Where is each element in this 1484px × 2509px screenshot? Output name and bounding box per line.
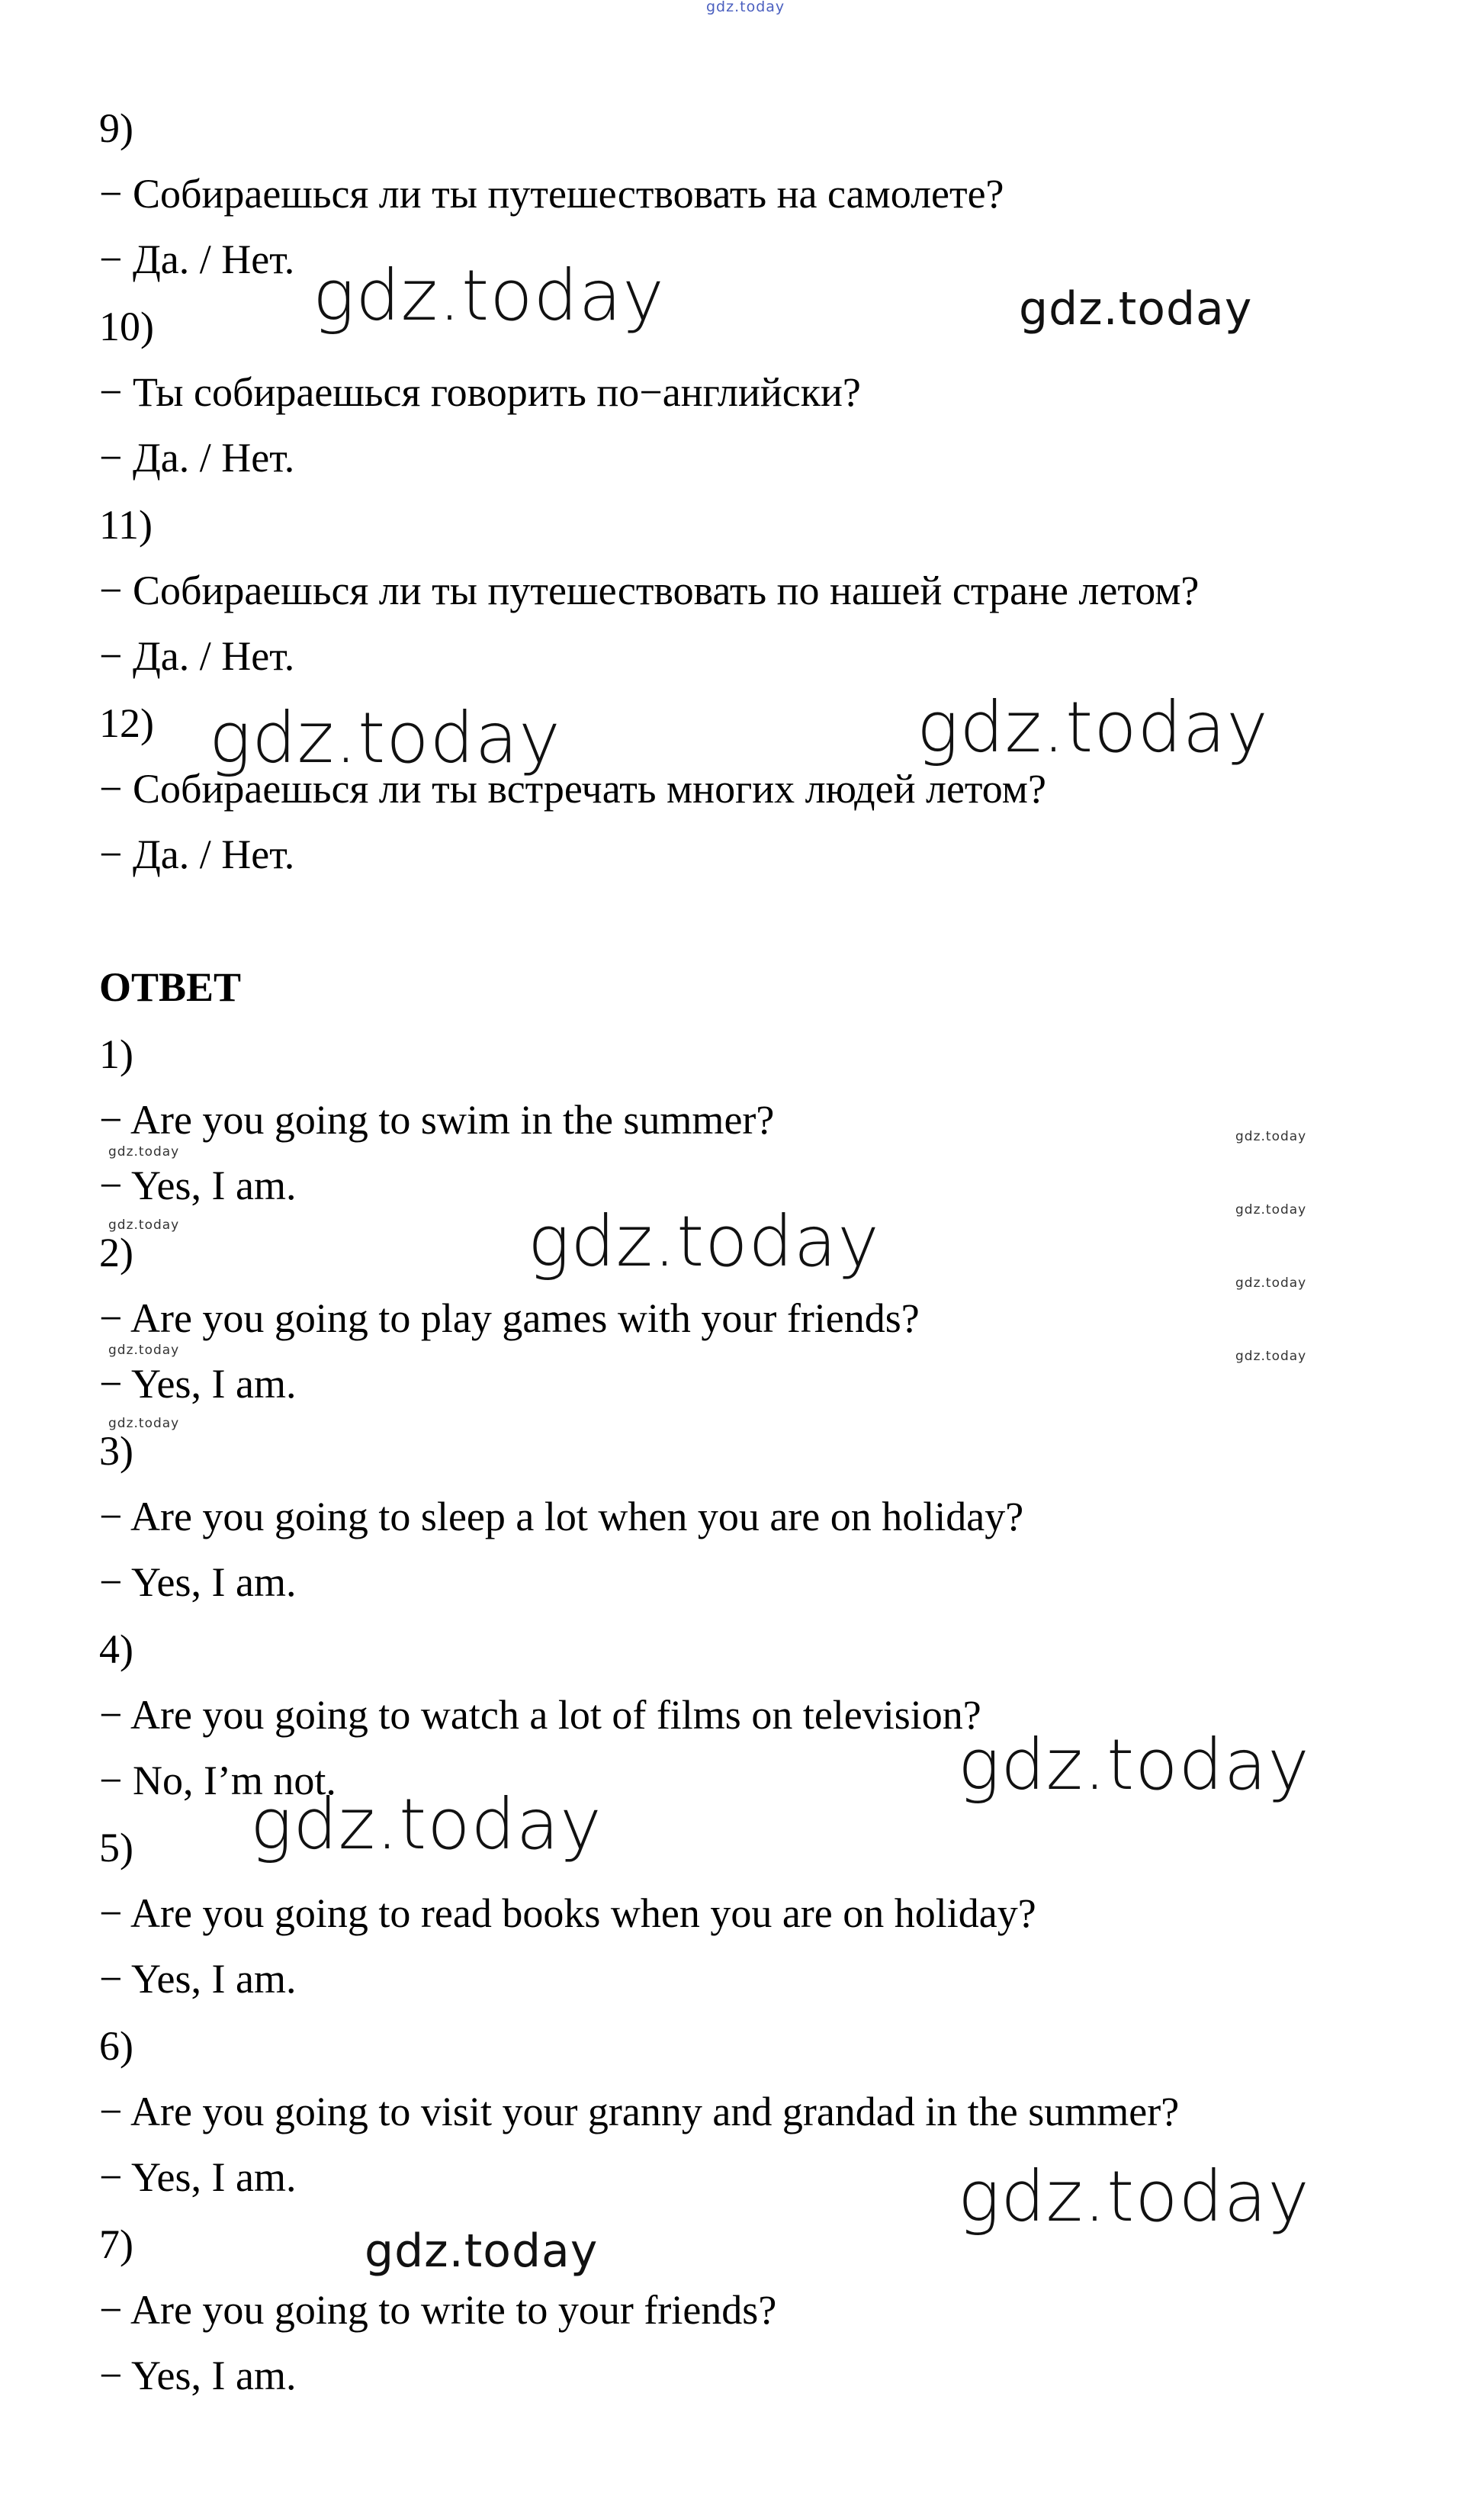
watermark-small: gdz.today [1235,1129,1307,1144]
answer-2-answer: − Yes, I am. [99,1361,297,1407]
answer-7-answer: − Yes, I am. [99,2353,297,2398]
answer-heading: ОТВЕТ [99,964,242,1010]
watermark-medium: gdz.today [365,2224,599,2278]
question-12-answer: − Да. / Нет. [99,832,295,877]
answer-6-question: − Are you going to visit your granny and grandad in the summer? [99,2089,1180,2134]
answer-4-answer: − No, I’m not. [99,1758,336,1803]
watermark-small: gdz.today [108,1343,180,1358]
watermark-top: gdz.today [706,0,785,15]
question-12-number: 12) [99,700,154,746]
watermark-large: gdz.today [250,1784,602,1865]
answer-1-question: − Are you going to swim in the summer? [99,1097,775,1143]
answer-7-number: 7) [99,2221,133,2267]
answer-3-question: − Are you going to sleep a lot when you are on holiday? [99,1494,1024,1539]
answer-6-number: 6) [99,2023,133,2069]
question-9-answer: − Да. / Нет. [99,236,295,282]
watermark-medium: gdz.today [1019,282,1253,336]
question-10-answer: − Да. / Нет. [99,435,295,481]
watermark-small: gdz.today [108,1416,180,1431]
question-10-text: − Ты собираешься говорить по−английски? [99,369,861,415]
answer-4-number: 4) [99,1626,133,1672]
watermark-large: gdz.today [528,1201,880,1282]
watermark-large: gdz.today [958,1724,1310,1806]
watermark-small: gdz.today [1235,1202,1307,1218]
question-10-number: 10) [99,304,154,349]
watermark-small: gdz.today [1235,1275,1307,1291]
answer-4-question: − Are you going to watch a lot of films on television? [99,1692,981,1738]
answer-5-number: 5) [99,1825,133,1870]
answer-5-answer: − Yes, I am. [99,1956,297,2002]
answer-3-number: 3) [99,1428,133,1474]
watermark-large: gdz.today [313,255,665,336]
answer-6-answer: − Yes, I am. [99,2154,297,2200]
answer-1-number: 1) [99,1031,133,1077]
watermark-large: gdz.today [917,687,1269,768]
watermark-small: gdz.today [1235,1349,1307,1364]
answer-2-number: 2) [99,1230,133,1275]
question-11-text: − Собираешься ли ты путешествовать по нашей стране летом? [99,568,1200,613]
answer-3-answer: − Yes, I am. [99,1559,297,1605]
answer-7-question: − Are you going to write to your friends? [99,2287,777,2333]
answer-2-question: − Are you going to play games with your friends? [99,1295,920,1341]
watermark-large: gdz.today [958,2156,1310,2237]
answer-5-question: − Are you going to read books when you are on holiday? [99,1890,1036,1936]
question-9-number: 9) [99,105,133,151]
watermark-small: gdz.today [108,1218,180,1233]
question-12-text: − Собираешься ли ты встречать многих людей летом? [99,766,1046,812]
question-9-text: − Собираешься ли ты путешествовать на самолете? [99,171,1004,217]
question-11-number: 11) [99,502,153,548]
answer-1-answer: − Yes, I am. [99,1163,297,1208]
watermark-small: gdz.today [108,1144,180,1160]
question-11-answer: − Да. / Нет. [99,633,295,679]
watermark-large: gdz.today [209,697,561,779]
